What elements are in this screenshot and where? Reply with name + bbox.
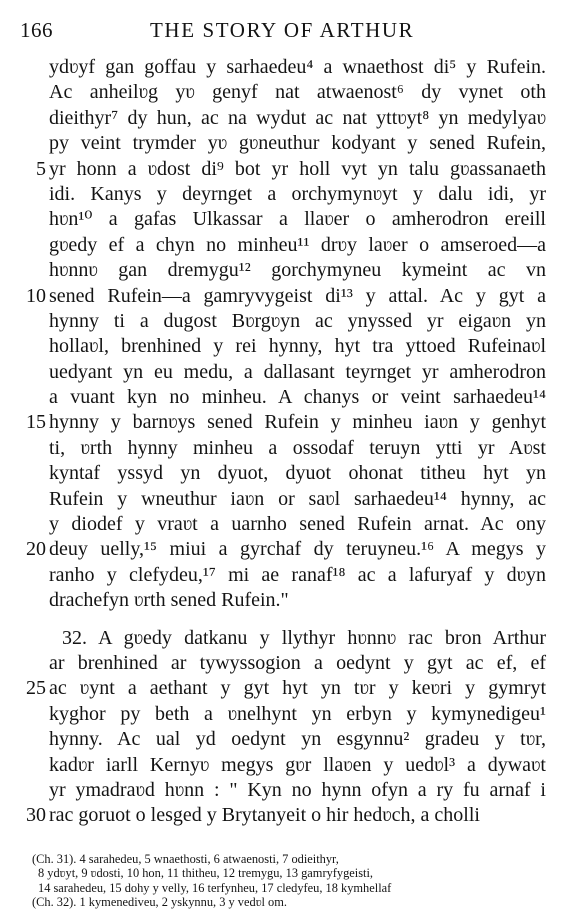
line-text: hʋn¹⁰ a gafas Ulkassar a llaʋer o amherodron ereill [49,208,546,231]
text-line [0,778,549,803]
text-line [0,334,549,359]
line-number: 15 [26,411,46,434]
text-line [0,537,549,562]
text-line [0,461,549,486]
text-line [0,360,549,385]
text-line [0,753,549,778]
text-line [0,487,549,512]
line-text: hynny y barnʋys sened Rufein y minheu iaʋn y genhyt [49,411,546,434]
line-text: Ac anheilʋg yʋ genyf nat atwaenost⁶ dy vynet oth [49,81,546,104]
text-line [0,309,549,334]
text-line [0,284,549,309]
line-text: rac goruot o lesged y Brytanyeit o hir hedʋch, a cholli [49,804,480,827]
footnote-line: (Ch. 32). 1 kymenediveu, 2 yskynnu, 3 y vedʋl om. [32,895,287,910]
text-line [0,157,549,182]
line-text: kyntaf yssyd yn dyuot, dyuot ohonat titheu hyt yn [49,462,546,485]
line-number: 20 [26,538,46,561]
line-text: sened Rufein—a gamryvygeist di¹³ y attal. Ac y gyt a [49,284,546,307]
line-text: ranho y clefydeu,¹⁷ mi ae ranaf¹⁸ ac a lafuryaf y dʋyn [49,563,546,586]
text-line [0,436,549,461]
line-text: 32. A gʋedy datkanu y llythyr hʋnnʋ rac bron Arthur [62,626,546,649]
footnote-line: 14 sarahedeu, 15 dohy y velly, 16 terfynheu, 17 cledyfeu, 18 kymhellaf [38,880,392,895]
line-text: ti, ʋrth hynny minheu a ossodaf teruyn ytti yr Aʋst [49,436,546,459]
body-text [0,55,567,829]
footnote-line: (Ch. 31). 4 sarahedeu, 5 wnaethosti, 6 atwaenosti, 7 odieithyr, [32,852,339,866]
text-line [0,410,549,435]
line-text: dieithyr⁷ dy hun, ac na wydut ac nat yttʋyt⁸ yn medylyaʋ [49,106,546,129]
text-line [0,727,549,752]
text-line [0,588,549,613]
line-text: kyghor py beth a ʋnelhynt yn erbyn y kymynedigeu¹ [49,702,546,725]
text-line [0,702,549,727]
text-line [0,233,549,258]
line-text: py veint trymder yʋ gʋneuthur kodyant y sened Rufein, [49,132,546,155]
line-text: yr honn a ʋdost di⁹ bot yr holl vyt yn talu gʋassanaeth [49,157,546,180]
line-text: hynny. Ac ual yd oedynt yn esgynnu² gradeu y tʋr, [49,728,546,751]
line-text: drachefyn ʋrth sened Rufein." [49,589,289,612]
text-line [0,106,549,131]
line-number: 25 [26,677,46,700]
running-title: THE STORY OF ARTHUR [150,18,415,42]
text-line [0,207,549,232]
footnote-line: 8 ydʋyt, 9 ʋdosti, 10 hon, 11 thitheu, 12 tremygu, 13 gamryfygeisti, [38,866,374,881]
text-line [0,626,562,651]
line-text: idi. Kanys y deyrnget a orchymynʋyt y dalu idi, yr [49,182,546,205]
running-header [0,14,567,44]
line-text: a vuant kyn no minheu. A chanys or veint sarhaedeu¹⁴ [49,386,546,409]
line-number: 10 [26,284,46,307]
text-line [0,563,549,588]
text-line [0,651,549,676]
text-line [0,385,549,410]
text-line [0,55,549,80]
line-text: y diodef y vraʋt a uarnho sened Rufein arnat. Ac ony [49,513,546,536]
line-text: yr ymadraʋd hʋnn : " Kyn no hynn ofyn a ry fu arnaf i [49,778,546,801]
text-line [0,131,549,156]
text-line [0,182,549,207]
footnotes [0,852,567,910]
line-text: deuy uelly,¹⁵ miui a gyrchaf dy teruyneu.¹⁶ A megys y [49,538,546,561]
line-text: gʋedy ef a chyn no minheu¹¹ drʋy laʋer o amseroed—a [49,233,546,256]
line-text: ar brenhined ar tywyssogion a oedynt y gyt ac ef, ef [49,651,546,674]
line-text: uedyant yn eu medu, a dallasant teyrnget yr amherodron [49,360,546,383]
text-line [0,80,549,105]
line-text: kadʋr iarll Kernyʋ megys gʋr llaʋen y uedʋl³ a dywaʋt [49,753,546,776]
line-text: hynny ti a dugost Bʋrgʋyn ac ynyssed yr eigaʋn yn [49,309,546,332]
line-text: hʋnnʋ gan dremygu¹² gorchymyneu kymeint ac vn [49,259,546,282]
line-text: ydʋyf gan goffau y sarhaedeu⁴ a wnaethost di⁵ y Rufein. [49,56,546,78]
line-number: 5 [36,157,46,180]
line-text: Rufein y wneuthur iaʋn or saʋl sarhaedeu¹⁴ hynny, ac [49,487,546,510]
text-line [0,258,549,283]
text-line [0,512,549,537]
line-text: hollaʋl, brenhined y rei hynny, hyt tra yttoed Rufeinaʋl [49,335,546,358]
text-line [0,803,549,828]
text-line [0,676,549,701]
line-text: ac ʋynt a aethant y gyt hyt yn tʋr y keʋri y gymryt [49,677,546,700]
page-number: 166 [20,18,53,42]
line-number: 30 [26,804,46,827]
